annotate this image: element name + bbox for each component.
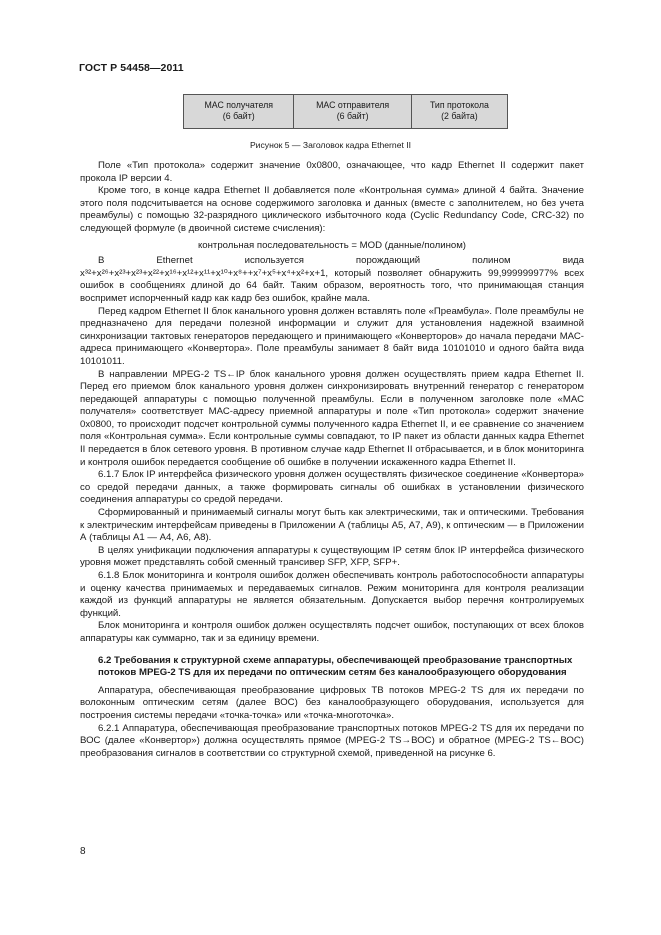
field-protocol-type (411, 95, 507, 129)
formula: контрольная последовательность = MOD (данные/полином) (197, 239, 466, 251)
page-number: 8 (80, 846, 86, 857)
paragraph: В направлении MPEG-2 TS←IP блок канального уровня должен осуществлять прием кадра Ethernet II. Перед его приемом блок канального уровня должен синхронизировать внутренний генератор с генератором передающей аппаратуры с помощью полученной преамбулы. Если в полученном заголовке поле «МАС получателя» соответствует МАС-адресу приемной аппаратуры и поле «Тип протокола» содержит значение 0x0800, то происходит подсчет контрольной суммы полученного кадра Ethernet II, и ее сравнение со значением поля «Контрольная сумма». Если контрольные суммы совпадают, то IP пакет из области данных кадра Ethernet II передается в блок сетевого уровня. В противном случае кадр Ethernet II отбрасывается, и в блок мониторинга и контроля ошибок передается сообщение об ошибке в получении искаженного кадра Ethernet II. (80, 368, 584, 468)
document-id-header: ГОСТ Р 54458—2011 (79, 62, 184, 74)
paragraph: Поле «Тип протокола» содержит значение 0x0800, означающее, что кадр Ethernet II содержит пакет прокола IP версии 4. (80, 160, 584, 184)
field-mac-destination (184, 95, 294, 129)
field-size: (2 байта) (441, 111, 478, 121)
paragraph: Перед кадром Ethernet II блок канального уровня должен вставлять поле «Преамбула». Поле преамбулы не предназначено для передачи полезной информации и служит для установления надежной взаимной синхронизации тактовых генераторов передающего и принимающего «Конверторов» до начала передачи МАС-адреса принимающего «Конвертора». Поле преамбулы занимает 8 байт вида 10101010 и одного байта вида 10101011. (80, 305, 584, 367)
field-name: МАС отправителя (316, 100, 390, 110)
paragraph: 6.2.1 Аппаратура, обеспечивающая преобразование транспортных потоков MPEG-2 TS для их передачи по ВОС (далее «Конвертор») должна осуществлять прямое (MPEG-2 TS→ВОС) и обратное (MPEG-2 TS←ВОС) преобразования сигналов в соответствии со структурной схемой, приведенной на рисунке 6. (80, 722, 584, 759)
field-name: МАС получателя (204, 100, 273, 110)
paragraph: Аппаратура, обеспечивающая преобразование цифровых ТВ потоков MPEG-2 TS для их передачи по волоконным оптическим сетям (далее ВОС) без каналообразующего оборудования, используется для построения системы передачи «точка-точка» или «точка-многоточка». (80, 684, 584, 721)
field-size: (6 байт) (336, 111, 369, 121)
paragraph: 6.1.7 Блок IP интерфейса физического уровня должен осуществлять физическое соединение «Конвертора» со средой передачи данных, а также формировать сигналы об ошибках в установлении физического соединения аппаратуры со средой передачи. (80, 469, 584, 506)
paragraph: В Ethernet используется порождающий полином вида x³²+x²⁶+x²³+x²³+x²²+x¹⁶+x¹²+x¹¹+x¹⁰+x⁸++x⁷+x⁵+x⁴+x²+x+1, который позволяет обнаружить 99,999999977% всех ошибок в сообщениях длиной до 64 байт. Таким образом, вероятность того, что принимающая станция воспримет испорченный кадр как кадр без ошибок, крайне мала. (80, 255, 584, 304)
field-size: (6 байт) (222, 111, 255, 121)
ethernet-header-diagram (183, 94, 508, 129)
diagram-row (184, 95, 508, 129)
body-text (80, 160, 584, 760)
paragraph: Блок мониторинга и контроля ошибок должен осуществлять подсчет ошибок, поступающих от всех блоков аппаратуры как суммарно, так и за единицу времени. (80, 620, 584, 644)
field-name: Тип протокола (429, 100, 489, 110)
field-mac-source (294, 95, 411, 129)
paragraph: Сформированный и принимаемый сигналы могут быть как электрическими, так и оптическими. Требования к электрическим интерфейсам приведены в Приложении А (таблицы А5, А7, А9), к оптическим — в Приложении А (таблицы А1 — А4, А6, А8). (80, 507, 584, 544)
figure-caption: Рисунок 5 — Заголовок кадра Ethernet II (249, 140, 412, 150)
paragraph: 6.1.8 Блок мониторинга и контроля ошибок должен обеспечивать контроль работоспособности аппаратуры и оценку качества принимаемых и передаваемых сигналов. Режим мониторинга для контроля реализации каждой из функций аппаратуры не является обязательным. Допускается выбор перечня контролируемых функций. (80, 570, 584, 619)
section-heading: 6.2 Требования к структурной схеме аппаратуры, обеспечивающей преобразование транспортных потоков MPEG-2 TS для их передачи по оптическим сетям без каналообразующего оборудования (98, 654, 573, 679)
paragraph: В целях унификации подключения аппаратуры к существующим IP сетям блок IP интерфейса физического уровня может представлять собой сменный трансивер SFP, XFP, SFP+. (80, 544, 584, 569)
paragraph: Кроме того, в конце кадра Ethernet II добавляется поле «Контрольная сумма» длиной 4 байта. Значение этого поля подсчитывается на основе содержимого заголовка и данных (вместе с заполнителем, но без учета преамбулы) с помощью 32-разрядного циклического избыточного кода (Cyclic Redundancy Code, CRC-32) по следующей формуле (в двоичной системе счисления): (80, 185, 584, 234)
